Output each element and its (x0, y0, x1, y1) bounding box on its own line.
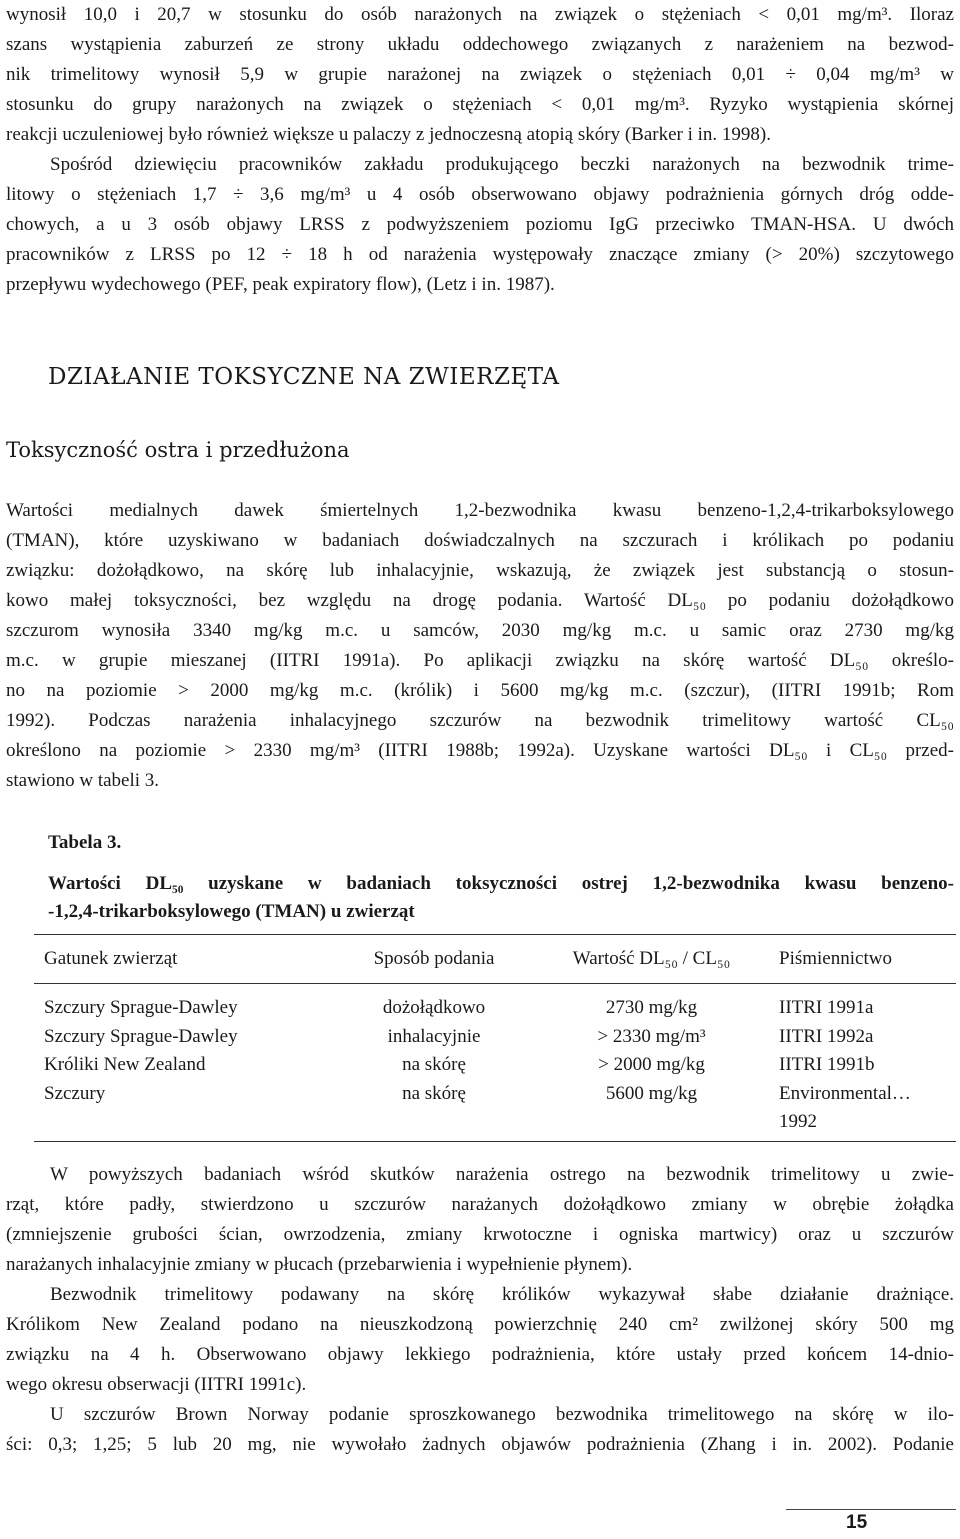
header-species: Gatunek zwierząt (44, 948, 178, 969)
page-number-rule (786, 1509, 956, 1510)
reference-cell (769, 984, 956, 1142)
text-line: W powyższych badaniach wśród skutków narażenia ostrego na bezwodnik trimelitowy u zwie- (50, 1164, 954, 1185)
reference-item: IITRI 1992a (779, 1025, 874, 1047)
text-line: rząt, które padły, stwierdzono u szczurów narażanych dożołądkowo zmiany w obrębie żołądka (6, 1194, 954, 1215)
route-item: na skórę (402, 1054, 466, 1075)
route-item: dożołądkowo (382, 997, 486, 1018)
caption-line: Wartości DL₅₀ uzyskane w badaniach toksyczności ostrej 1,2-bezwodnika kwasu benzeno- (48, 873, 954, 894)
text-line: ści: 0,3; 1,25; 5 lub 20 mg, nie wywołało żadnych objawów podrażnienia (Zhang i in. 2002). Podanie (6, 1434, 954, 1455)
paragraph-barrel-workers (6, 150, 954, 300)
species-item: Szczury (44, 1082, 106, 1104)
text-line: Spośród dziewięciu pracowników zakładu produkującego beczki narażonych na bezwodnik trime- (50, 154, 954, 175)
table-body-row (34, 984, 956, 1142)
text-line: (TMAN), które uzyskiwano w badaniach doświadczalnych na szczurach i królikach po podaniu (6, 530, 954, 551)
text-line: chowych, a u 3 osób objawy LRSS z podwyższeniem poziomu IgG przeciwko TMAN-HSA. U dwóch (6, 214, 954, 235)
reference-item: IITRI 1991b (779, 1054, 875, 1075)
route-cell (334, 984, 534, 1142)
text-line: reakcji uczuleniowej było również większe u palaczy z jednoczesną atopią skóry (Barker i in. 1998). (6, 124, 771, 145)
species-item: Szczury Sprague-Dawley (44, 1025, 238, 1047)
paragraph-rabbit-skin (6, 1280, 954, 1400)
text-line: U szczurów Brown Norway podanie sproszkowanego bezwodnika trimelitowego na skórę w ilo- (50, 1404, 954, 1425)
caption-line: -1,2,4-trikarboksylowego (TMAN) u zwierząt (48, 901, 415, 922)
text-line: stawiono w tabeli 3. (6, 770, 160, 791)
text-line: litowy o stężeniach 1,7 ÷ 3,6 mg/m³ u 4 osób obserwowano objawy podrażnienia górnych dróg odde- (6, 184, 954, 205)
text-line: kowo małej toksyczności, bez względu na drogę podania. Wartość DL₅₀ po podaniu dożołądkowo (6, 590, 954, 611)
text-line: związku na 4 h. Obserwowano objawy lekkiego podrażnienia, które ustały przed końcem 14-dnio- (6, 1344, 954, 1365)
text-line: pracowników z LRSS po 12 ÷ 18 h od narażenia występowały znaczące zmiany (> 20%) szczytowego (6, 244, 954, 265)
subsection-heading: Toksyczność ostra i przedłużona (6, 438, 350, 462)
text-line: wynosił 10,0 i 20,7 w stosunku do osób narażonych na związek o stężeniach < 0,01 mg/m³. Iloraz (6, 4, 954, 25)
text-line: określono na poziomie > 2330 mg/m³ (IITRI 1988b; 1992a). Uzyskane wartości DL₅₀ i CL₅₀ przed- (6, 740, 954, 761)
header-value: Wartość DL₅₀ / CL₅₀ (572, 948, 731, 969)
text-line: stosunku do grupy narażonych na związek o stężeniach < 0,01 mg/m³. Ryzyko wystąpienia skórnej (6, 94, 954, 115)
value-item: > 2000 mg/kg (598, 1054, 705, 1075)
header-route: Sposób podania (373, 948, 495, 969)
value-item: 2730 mg/kg (605, 997, 698, 1018)
paragraph-occupational-risk (6, 0, 954, 150)
value-cell (534, 984, 769, 1142)
table-label: Tabela 3. (48, 832, 122, 853)
text-line: wego okresu obserwacji (IITRI 1991c). (6, 1374, 307, 1395)
paragraph-acute-effects (6, 1160, 954, 1280)
text-line: nik trimelitowy wynosił 5,9 w grupie narażonej na związek o stężeniach 0,01 ÷ 0,04 mg/m³ w (6, 64, 954, 85)
section-heading: DZIAŁANIE TOKSYCZNE NA ZWIERZĘTA (48, 364, 560, 390)
species-item: Króliki New Zealand (44, 1054, 206, 1075)
text-line: szans wystąpienia zaburzeń ze strony układu oddechowego związanych z narażeniem na bezwod- (6, 34, 954, 55)
text-line: no na poziomie > 2000 mg/kg m.c. (królik) i 5600 mg/kg m.c. (szczur), (IITRI 1991b; Rom (6, 680, 954, 701)
text-line: związku: dożołądkowo, na skórę lub inhalacyjnie, wskazują, że związek jest substancją o stosun- (6, 560, 954, 581)
reference-item: 1992 (779, 1111, 817, 1132)
text-line: szczurom wynosiła 3340 mg/kg m.c. u samców, 2030 mg/kg m.c. u samic oraz 2730 mg/kg (6, 620, 954, 641)
text-line: 1992). Podczas narażenia inhalacyjnego szczurów na bezwodnik trimelitowy wartość CL₅₀ (6, 710, 954, 731)
paragraph-ld50-values (6, 496, 954, 796)
species-item: Szczury Sprague-Dawley (44, 997, 238, 1018)
text-line: (zmniejszenie grubości ścian, owrzodzenia, zmiany krwotoczne i ogniska martwicy) oraz u szczurów (6, 1224, 954, 1245)
text-line: Królikom New Zealand podano na nieuszkodzoną powierzchnię 240 cm² zwilżonej skóry 500 mg (6, 1314, 954, 1335)
ld50-table (34, 934, 956, 1142)
table-header-row (34, 935, 956, 984)
value-item: > 2330 mg/m³ (597, 1025, 706, 1047)
value-item: 5600 mg/kg (605, 1082, 698, 1104)
page-number: 15 (846, 1512, 868, 1533)
reference-item: IITRI 1991a (779, 997, 874, 1018)
text-line: Bezwodnik trimelitowy podawany na skórę królików wykazywał słabe działanie drażniące. (50, 1284, 954, 1305)
text-line: przepływu wydechowego (PEF, peak expiratory flow), (Letz i in. 1987). (6, 274, 555, 295)
route-item: na skórę (402, 1082, 466, 1104)
text-line: narażanych inhalacyjnie zmiany w płucach (przebarwienia i wypełnienie płynem). (6, 1254, 633, 1275)
species-cell (34, 984, 334, 1142)
text-line: Wartości medialnych dawek śmiertelnych 1,2-bezwodnika kwasu benzeno-1,2,4-trikarboksylowego (6, 500, 954, 521)
table-caption (48, 870, 954, 926)
route-item: inhalacyjnie (387, 1025, 481, 1047)
paragraph-brown-norway (6, 1400, 954, 1460)
header-references: Piśmiennictwo (779, 948, 892, 969)
reference-item: Environmental… (779, 1082, 911, 1104)
text-line: m.c. w grupie mieszanej (IITRI 1991a). Po aplikacji związku na skórę wartość DL₅₀ określo- (6, 650, 954, 671)
